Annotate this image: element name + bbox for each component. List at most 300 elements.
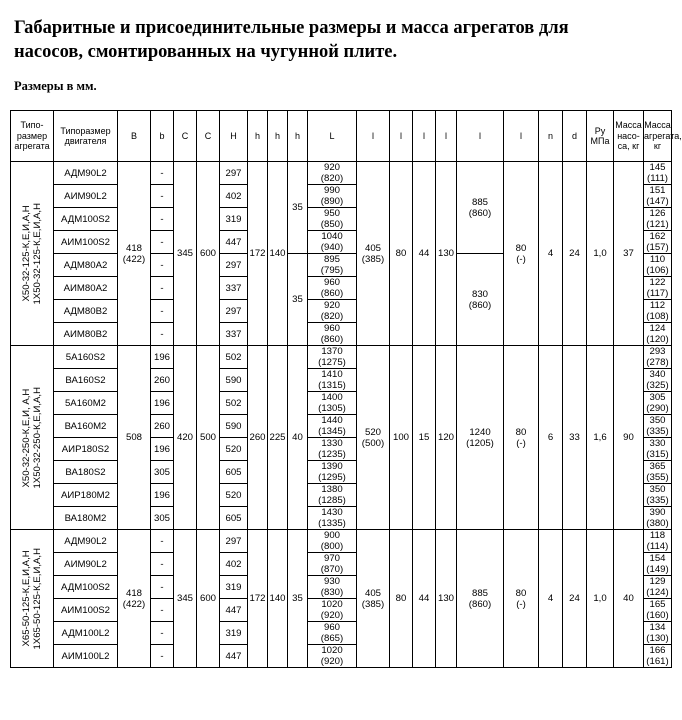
- page-title: Габаритные и присоединительные размеры и масса агрегатов для насосов, смонтированных на чугунной плите.: [14, 18, 569, 62]
- L-cell: [308, 576, 357, 599]
- motor-type-cell: АИР180S2: [54, 438, 118, 461]
- L-cell-line: 1410: [321, 369, 343, 380]
- aggregate-mass-cell: [644, 392, 672, 415]
- L-cell: [308, 323, 357, 346]
- column-header: l: [504, 111, 539, 162]
- b-cell: 196: [151, 346, 174, 369]
- L-cell-line: 895: [323, 254, 340, 265]
- aggregate-mass-cell: [644, 162, 672, 185]
- aggregate-mass-cell: [644, 576, 672, 599]
- b-cell: -: [151, 277, 174, 300]
- column-header: l: [357, 111, 390, 162]
- l6-cell-line: (-): [516, 437, 526, 449]
- motor-type-cell: ВА160S2: [54, 369, 118, 392]
- l6-cell-line: 80: [515, 242, 527, 254]
- L-cell-line: (1335): [318, 518, 346, 529]
- aggregate-mass-cell-line: (325): [646, 380, 669, 391]
- l5-cell-line: (1205): [466, 437, 494, 449]
- aggregate-type-cell: [11, 530, 54, 668]
- column-header: h: [248, 111, 268, 162]
- h3-cell: 35: [288, 162, 308, 254]
- b-cell: -: [151, 576, 174, 599]
- h3-cell: 35: [288, 530, 308, 668]
- L-cell-line: 970: [323, 553, 340, 564]
- l5-cell: [457, 254, 504, 346]
- b-cell: -: [151, 530, 174, 553]
- L-cell: [308, 507, 357, 530]
- h2-cell: 140: [268, 530, 288, 668]
- b-cell: 196: [151, 392, 174, 415]
- aggregate-mass-cell: [644, 484, 672, 507]
- pressure-cell: 1,0: [587, 530, 614, 668]
- l5-cell: [457, 530, 504, 668]
- L-cell: [308, 438, 357, 461]
- L-cell-line: (940): [320, 242, 344, 253]
- aggregate-mass-cell-line: (315): [646, 449, 669, 460]
- H-cell: 502: [220, 346, 248, 369]
- C2-cell: 600: [197, 162, 220, 346]
- B-cell-line: 418: [125, 587, 142, 599]
- aggregate-mass-cell-line: (147): [646, 196, 669, 207]
- B-cell: [118, 162, 151, 346]
- h1-cell: 260: [248, 346, 268, 530]
- b-cell: -: [151, 323, 174, 346]
- H-cell: 319: [220, 576, 248, 599]
- n-cell: 4: [539, 162, 563, 346]
- aggregate-mass-cell-line: (160): [646, 610, 669, 621]
- l5-cell-line: 830: [471, 288, 488, 300]
- aggregate-mass-cell: [644, 622, 672, 645]
- aggregate-mass-cell-line: 162: [649, 231, 666, 242]
- motor-type-cell: АДМ80А2: [54, 254, 118, 277]
- table-row: [11, 530, 672, 553]
- L-cell: [308, 553, 357, 576]
- l5-cell-line: (860): [468, 299, 492, 311]
- L-cell: [308, 369, 357, 392]
- aggregate-mass-cell: [644, 438, 672, 461]
- aggregate-type: Х50-32-250-К,Е,И, А,Н: [21, 388, 32, 487]
- column-header: l: [436, 111, 457, 162]
- H-cell: 402: [220, 553, 248, 576]
- B-cell-line: 418: [125, 242, 142, 254]
- l4-cell: 120: [436, 346, 457, 530]
- aggregate-mass-cell-line: 112: [649, 300, 666, 311]
- aggregate-mass-cell-line: (111): [647, 173, 668, 184]
- l6-cell: [504, 530, 539, 668]
- aggregate-mass-cell-line: 305: [649, 392, 666, 403]
- L-cell-line: 900: [323, 530, 340, 541]
- d-cell: 33: [563, 346, 587, 530]
- L-cell-line: (1345): [318, 426, 346, 437]
- L-cell: [308, 461, 357, 484]
- aggregate-mass-cell: [644, 369, 672, 392]
- aggregate-mass-cell-line: (108): [646, 311, 669, 322]
- L-cell: [308, 208, 357, 231]
- H-cell: 337: [220, 323, 248, 346]
- l5-cell-line: 1240: [469, 426, 491, 438]
- l1-cell-line: 405: [364, 242, 381, 254]
- L-cell-line: 1020: [321, 599, 343, 610]
- column-header: l: [457, 111, 504, 162]
- L-cell: [308, 645, 357, 668]
- b-cell: -: [151, 599, 174, 622]
- b-cell: -: [151, 185, 174, 208]
- l1-cell-line: (500): [361, 437, 385, 449]
- aggregate-mass-cell: [644, 553, 672, 576]
- L-cell-line: (920): [320, 610, 344, 621]
- aggregate-mass-cell-line: 126: [649, 208, 666, 219]
- l1-cell: [357, 530, 390, 668]
- column-header: C: [197, 111, 220, 162]
- L-cell-line: (1315): [318, 380, 346, 391]
- motor-type-cell: ВА180М2: [54, 507, 118, 530]
- L-cell-line: 1380: [321, 484, 343, 495]
- L-cell-line: 1430: [321, 507, 343, 518]
- b-cell: -: [151, 622, 174, 645]
- L-cell-line: (1235): [318, 449, 346, 460]
- L-cell-line: 960: [323, 277, 340, 288]
- b-cell: 260: [151, 369, 174, 392]
- H-cell: 520: [220, 484, 248, 507]
- L-cell: [308, 277, 357, 300]
- b-cell: -: [151, 254, 174, 277]
- H-cell: 319: [220, 208, 248, 231]
- l4-cell: 130: [436, 530, 457, 668]
- L-cell-line: 960: [323, 622, 340, 633]
- h1-cell: 172: [248, 162, 268, 346]
- L-cell: [308, 599, 357, 622]
- L-cell: [308, 231, 357, 254]
- table-body: [11, 162, 672, 668]
- column-header: Масса насо-са, кг: [614, 111, 644, 162]
- b-cell: -: [151, 208, 174, 231]
- aggregate-mass-cell-line: (380): [646, 518, 669, 529]
- L-cell-line: 1020: [321, 645, 343, 656]
- L-cell-line: (860): [320, 288, 344, 299]
- motor-type-cell: АИМ90L2: [54, 185, 118, 208]
- H-cell: 590: [220, 369, 248, 392]
- column-header: Типо-размер агрегата: [11, 111, 54, 162]
- L-cell: [308, 254, 357, 277]
- H-cell: 447: [220, 599, 248, 622]
- aggregate-mass-cell: [644, 599, 672, 622]
- aggregate-mass-cell: [644, 254, 672, 277]
- l1-cell-line: (385): [361, 253, 385, 265]
- motor-type-cell: АИМ90L2: [54, 553, 118, 576]
- table-row: [11, 162, 672, 185]
- motor-type-cell: АИМ80А2: [54, 277, 118, 300]
- L-cell-line: (800): [320, 541, 344, 552]
- l2-cell: 100: [390, 346, 413, 530]
- column-header: B: [118, 111, 151, 162]
- aggregate-mass-cell: [644, 645, 672, 668]
- L-cell-line: (1285): [318, 495, 346, 506]
- motor-type-cell: АДМ80В2: [54, 300, 118, 323]
- column-header: h: [268, 111, 288, 162]
- d-cell: 24: [563, 530, 587, 668]
- aggregate-mass-cell-line: 165: [649, 599, 666, 610]
- aggregate-mass-cell-line: (335): [646, 495, 669, 506]
- L-cell-line: 920: [323, 162, 340, 173]
- l5-cell: [457, 162, 504, 254]
- aggregate-mass-cell: [644, 346, 672, 369]
- motor-type-cell: АИМ100S2: [54, 231, 118, 254]
- motor-type-cell: АИМ100S2: [54, 599, 118, 622]
- l6-cell-line: 80: [515, 426, 527, 438]
- column-header: h: [288, 111, 308, 162]
- C2-cell: 600: [197, 530, 220, 668]
- l3-cell: 44: [413, 530, 436, 668]
- motor-type-cell: 5А160М2: [54, 392, 118, 415]
- l2-cell: 80: [390, 530, 413, 668]
- B-cell: 508: [118, 346, 151, 530]
- aggregate-mass-cell-line: 365: [649, 461, 666, 472]
- aggregate-type: 1Х65-50-125-К,Е,И,А,Н: [32, 547, 43, 650]
- column-header: l: [413, 111, 436, 162]
- L-cell: [308, 346, 357, 369]
- aggregate-mass-cell-line: (117): [646, 288, 669, 299]
- L-cell-line: (920): [320, 656, 344, 667]
- aggregate-mass-cell: [644, 507, 672, 530]
- L-cell-line: 1400: [321, 392, 343, 403]
- aggregate-mass-cell-line: (278): [646, 357, 669, 368]
- n-cell: 4: [539, 530, 563, 668]
- aggregate-mass-cell-line: (335): [646, 426, 669, 437]
- l6-cell-line: (-): [516, 253, 526, 265]
- pressure-cell: 1,6: [587, 346, 614, 530]
- l1-cell: [357, 346, 390, 530]
- H-cell: 605: [220, 507, 248, 530]
- L-cell-line: 930: [323, 576, 340, 587]
- aggregate-mass-cell: [644, 208, 672, 231]
- aggregate-mass-cell: [644, 300, 672, 323]
- l6-cell: [504, 162, 539, 346]
- l5-cell-line: 885: [471, 587, 488, 599]
- aggregate-mass-cell-line: (124): [646, 587, 669, 598]
- h2-cell: 225: [268, 346, 288, 530]
- b-cell: -: [151, 231, 174, 254]
- L-cell-line: 1440: [321, 415, 343, 426]
- aggregate-mass-cell-line: 134: [649, 622, 666, 633]
- H-cell: 319: [220, 622, 248, 645]
- motor-type-cell: АИМ80В2: [54, 323, 118, 346]
- aggregate-mass-cell-line: 122: [649, 277, 666, 288]
- L-cell-line: (830): [320, 587, 344, 598]
- aggregate-mass-cell-line: (114): [646, 541, 669, 552]
- l3-cell: 15: [413, 346, 436, 530]
- aggregate-mass-cell-line: 129: [649, 576, 666, 587]
- motor-type-cell: АДМ100S2: [54, 208, 118, 231]
- L-cell-line: 1040: [321, 231, 343, 242]
- column-header: H: [220, 111, 248, 162]
- motor-type-cell: АДМ100S2: [54, 576, 118, 599]
- L-cell-line: (1295): [318, 472, 346, 483]
- b-cell: -: [151, 162, 174, 185]
- aggregate-mass-cell: [644, 323, 672, 346]
- L-cell-line: 990: [323, 185, 340, 196]
- units-note: Размеры в мм.: [14, 79, 97, 93]
- L-cell-line: (820): [320, 311, 344, 322]
- l5-cell-line: 885: [471, 196, 488, 208]
- aggregate-mass-cell-line: 330: [649, 438, 666, 449]
- L-cell-line: (1275): [318, 357, 346, 368]
- H-cell: 402: [220, 185, 248, 208]
- b-cell: 196: [151, 438, 174, 461]
- aggregate-mass-cell: [644, 415, 672, 438]
- L-cell-line: 1390: [321, 461, 343, 472]
- aggregate-mass-cell: [644, 277, 672, 300]
- b-cell: -: [151, 553, 174, 576]
- L-cell-line: 950: [323, 208, 340, 219]
- l1-cell-line: (385): [361, 598, 385, 610]
- H-cell: 297: [220, 300, 248, 323]
- pump-mass-cell: 37: [614, 162, 644, 346]
- L-cell: [308, 484, 357, 507]
- aggregate-mass-cell-line: 390: [649, 507, 666, 518]
- H-cell: 520: [220, 438, 248, 461]
- L-cell-line: (860): [320, 334, 344, 345]
- C2-cell: 500: [197, 346, 220, 530]
- pressure-cell: 1,0: [587, 162, 614, 346]
- aggregate-mass-cell-line: 166: [649, 645, 666, 656]
- H-cell: 605: [220, 461, 248, 484]
- motor-type-cell: АДМ100L2: [54, 622, 118, 645]
- column-header: b: [151, 111, 174, 162]
- H-cell: 297: [220, 530, 248, 553]
- aggregate-mass-cell-line: (130): [646, 633, 669, 644]
- l1-cell-line: 405: [364, 587, 381, 599]
- aggregate-mass-cell-line: (355): [646, 472, 669, 483]
- H-cell: 447: [220, 645, 248, 668]
- aggregate-mass-cell-line: 151: [649, 185, 666, 196]
- b-cell: -: [151, 645, 174, 668]
- L-cell: [308, 300, 357, 323]
- aggregate-mass-cell: [644, 231, 672, 254]
- b-cell: 260: [151, 415, 174, 438]
- L-cell-line: 1330: [321, 438, 343, 449]
- column-header: L: [308, 111, 357, 162]
- L-cell-line: (870): [320, 564, 344, 575]
- h3-cell: 40: [288, 346, 308, 530]
- aggregate-mass-cell-line: (121): [646, 219, 669, 230]
- H-cell: 337: [220, 277, 248, 300]
- l1-cell-line: 520: [364, 426, 381, 438]
- table-row: [11, 346, 672, 369]
- column-header: Типоразмер двигателя: [54, 111, 118, 162]
- motor-type-cell: АДМ90L2: [54, 530, 118, 553]
- aggregate-mass-cell-line: 110: [649, 254, 666, 265]
- l6-cell: [504, 346, 539, 530]
- aggregate-mass-cell-line: (120): [646, 334, 669, 345]
- d-cell: 24: [563, 162, 587, 346]
- L-cell-line: 1370: [321, 346, 343, 357]
- L-cell-line: (820): [320, 173, 344, 184]
- aggregate-mass-cell-line: (149): [646, 564, 669, 575]
- L-cell-line: (850): [320, 219, 344, 230]
- n-cell: 6: [539, 346, 563, 530]
- aggregate-mass-cell-line: 340: [649, 369, 666, 380]
- l6-cell-line: 80: [515, 587, 527, 599]
- aggregate-type: 1Х50-32-250-К,Е,И,А,Н: [32, 386, 43, 489]
- aggregate-mass-cell-line: (161): [646, 656, 669, 667]
- H-cell: 297: [220, 162, 248, 185]
- motor-type-cell: ВА160М2: [54, 415, 118, 438]
- aggregate-mass-cell: [644, 185, 672, 208]
- column-header: n: [539, 111, 563, 162]
- l6-cell-line: (-): [516, 598, 526, 610]
- B-cell: [118, 530, 151, 668]
- h1-cell: 172: [248, 530, 268, 668]
- L-cell: [308, 185, 357, 208]
- H-cell: 502: [220, 392, 248, 415]
- column-header: d: [563, 111, 587, 162]
- l5-cell: [457, 346, 504, 530]
- aggregate-mass-cell-line: (290): [646, 403, 669, 414]
- aggregate-mass-cell-line: 154: [649, 553, 666, 564]
- aggregate-mass-cell-line: 145: [649, 162, 666, 173]
- aggregate-mass-cell: [644, 530, 672, 553]
- l5-cell-line: (860): [468, 598, 492, 610]
- H-cell: 297: [220, 254, 248, 277]
- aggregate-mass-cell-line: 350: [649, 415, 666, 426]
- L-cell-line: (890): [320, 196, 344, 207]
- L-cell: [308, 392, 357, 415]
- B-cell-line: (422): [122, 253, 146, 265]
- L-cell-line: (795): [320, 265, 344, 276]
- pump-mass-cell: 90: [614, 346, 644, 530]
- L-cell: [308, 622, 357, 645]
- motor-type-cell: АИМ100L2: [54, 645, 118, 668]
- aggregate-type-cell: [11, 346, 54, 530]
- aggregate-type-cell: [11, 162, 54, 346]
- L-cell: [308, 415, 357, 438]
- l1-cell: [357, 162, 390, 346]
- L-cell: [308, 530, 357, 553]
- H-cell: 447: [220, 231, 248, 254]
- pump-mass-cell: 40: [614, 530, 644, 668]
- l4-cell: 130: [436, 162, 457, 346]
- dimensions-table: [10, 110, 682, 668]
- column-header: l: [390, 111, 413, 162]
- B-cell-line: (422): [122, 598, 146, 610]
- aggregate-mass-cell: [644, 461, 672, 484]
- L-cell-line: 920: [323, 300, 340, 311]
- l3-cell: 44: [413, 162, 436, 346]
- aggregate-type: Х50-32-125-К,Е,И,А,Н: [21, 205, 32, 302]
- b-cell: 305: [151, 507, 174, 530]
- L-cell: [308, 162, 357, 185]
- motor-type-cell: АДМ90L2: [54, 162, 118, 185]
- l5-cell-line: (860): [468, 207, 492, 219]
- aggregate-mass-cell-line: 293: [649, 346, 666, 357]
- L-cell-line: (1305): [318, 403, 346, 414]
- aggregate-type: Х65-50-125-К,Е,И,А,Н: [21, 550, 32, 647]
- b-cell: 305: [151, 461, 174, 484]
- motor-type-cell: АИР180М2: [54, 484, 118, 507]
- aggregate-mass-cell-line: (157): [646, 242, 669, 253]
- aggregate-mass-cell-line: (106): [646, 265, 669, 276]
- aggregate-type: 1Х50-32-125-К,Е,И,А,Н: [32, 202, 43, 305]
- L-cell-line: (865): [320, 633, 344, 644]
- H-cell: 590: [220, 415, 248, 438]
- aggregate-mass-cell-line: 350: [649, 484, 666, 495]
- C1-cell: 345: [174, 530, 197, 668]
- b-cell: -: [151, 300, 174, 323]
- header-row: [11, 111, 672, 162]
- h3-cell: 35: [288, 254, 308, 346]
- b-cell: 196: [151, 484, 174, 507]
- aggregate-mass-cell-line: 124: [649, 323, 666, 334]
